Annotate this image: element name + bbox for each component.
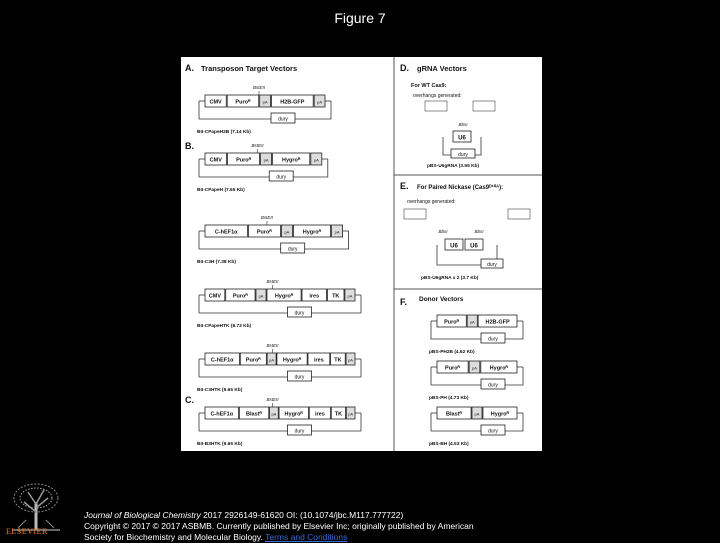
- panel-e-heading: For Paired Nickase (Cas9ᴰ¹⁰ᴬ):: [417, 185, 504, 191]
- panel-f-construct-0-name: pBS-PH2B (4.62 Kb): [429, 350, 475, 355]
- panel-c-construct-box-label-1: Blastᴿ: [246, 411, 263, 418]
- panel-b-construct-1-arm-label: dury: [287, 246, 298, 253]
- terms-link[interactable]: Terms and Conditions: [265, 532, 348, 542]
- elsevier-wordmark: ELSEVIER: [6, 527, 48, 536]
- panel-b-letter: B.: [185, 141, 194, 151]
- panel-b-construct-3-box-label-0: C-hEF1α: [210, 357, 234, 364]
- panel-d-u6-label: U6: [458, 135, 466, 142]
- panel-f-construct-0-arm-label: dury: [488, 336, 498, 343]
- figure-diagram: [181, 57, 542, 451]
- panel-b-construct-3-box-label-3: Hygroᴿ: [282, 357, 302, 364]
- panel-d-name: pBS-U6gRNA (3.55 Kb): [427, 164, 480, 169]
- panel-b-construct-2-site-label: BstEII: [266, 279, 279, 284]
- panel-b-construct-3-site-label: BstEII: [266, 343, 279, 348]
- panel-a-letter: A.: [185, 63, 194, 73]
- panel-c-construct-box-label-4: ires: [314, 411, 325, 418]
- panel-e-enzyme-left: BbsI: [438, 229, 448, 234]
- panel-a-construct-box-label-1: Puroᴿ: [235, 99, 251, 106]
- panel-b-construct-1-box-label-3: Hygroᴿ: [302, 229, 322, 236]
- panel-a-heading: Transposon Target Vectors: [201, 64, 298, 73]
- panel-d-overhang-left: [425, 101, 447, 111]
- panel-b-construct-2-box-label-4: ires: [309, 293, 320, 300]
- panel-a-construct-box-label-4: pA: [317, 99, 323, 105]
- panel-b-construct-2-box-label-5: TK: [332, 293, 340, 300]
- panel-c-construct-site-label: BstEII: [266, 397, 279, 402]
- panel-b-construct-3-box-label-4: ires: [313, 357, 324, 364]
- panel-b-construct-3-name: BII-C3HTK (9.65 Kb): [197, 388, 243, 393]
- panel-e-note: overhangs generated:: [407, 199, 456, 205]
- panel-c-construct-name: BII-B3HTK (9.65 Kb): [197, 442, 243, 447]
- panel-a-construct-site-label: BstEII: [252, 85, 266, 90]
- panel-c-construct-box-label-6: pA: [348, 411, 354, 417]
- panel-b-construct-2-box-label-2: pA: [258, 293, 264, 299]
- figure-image: [181, 57, 542, 451]
- panel-b-construct-2-name: BII-CPapeHTK (8.73 Kb): [197, 324, 252, 329]
- panel-b-construct-0-name: BII-CPapeH (7.65 Kb): [197, 188, 245, 193]
- panel-f-construct-0-box-label-0: Puroᴿ: [444, 319, 460, 326]
- copyright-text: Copyright © 2017 © 2017 ASBMB. Currently published by Elsevier Inc; originally published by American: [84, 521, 474, 531]
- panel-e-enzyme-right: BbsI: [474, 229, 484, 234]
- panel-b-construct-0-box-label-2: pA: [263, 157, 269, 163]
- panel-f-construct-2-box-label-2: Hygroᴿ: [490, 411, 510, 418]
- journal-name: Journal of Biological Chemistry: [84, 510, 201, 520]
- panel-f-construct-1-box-label-2: Hygroᴿ: [489, 365, 509, 372]
- panel-b-construct-1-box-label-2: pA: [284, 229, 290, 235]
- panel-c-construct-box-label-2: pA: [271, 411, 277, 417]
- panel-b-construct-1-name: BII-C3H (7.38 Kb): [197, 260, 236, 265]
- panel-b-construct-2-arm-label: dury: [294, 310, 305, 317]
- panel-c-letter: C.: [185, 395, 194, 405]
- panel-e-name: pBS-U6gRNA x 2 (3.7 Kb): [421, 276, 479, 281]
- panel-e-u6-label-right: U6: [470, 243, 478, 250]
- panel-b-construct-3-arm-label: dury: [294, 374, 305, 381]
- panel-f-heading: Donor Vectors: [419, 296, 464, 303]
- panel-d-overhang-right: [473, 101, 495, 111]
- panel-b-construct-3-box-label-5: TK: [334, 357, 342, 364]
- panel-e-overhang-left: [404, 209, 426, 219]
- citation-text: 2017 2926149-61620 OI: (10.1074/jbc.M117.777722): [200, 510, 404, 520]
- panel-f-construct-2-box-label-0: Blastᴿ: [446, 411, 463, 418]
- figure-title: Figure 7: [334, 10, 386, 26]
- panel-b-construct-2-box-label-6: pA: [347, 293, 353, 299]
- panel-b-construct-3-box-label-2: pA: [269, 357, 275, 363]
- panel-f-construct-2-arm-label: dury: [488, 428, 498, 435]
- panel-c-construct-box-label-0: C-hEF1α: [210, 411, 234, 418]
- panel-b-construct-2-box-label-1: Puroᴿ: [232, 293, 248, 300]
- panel-f-construct-1-name: pBS-PH (4.73 Kb): [429, 396, 469, 401]
- panel-f-construct-1-box-label-1: pA: [472, 365, 477, 371]
- panel-d-note: overhangs generated:: [413, 93, 462, 99]
- panel-b-construct-1-box-label-4: pA: [334, 229, 340, 235]
- panel-b-construct-1-site-label: BstEII: [260, 215, 273, 220]
- panel-b-construct-3-box-label-6: pA: [348, 357, 353, 363]
- panel-f-construct-2-name: pBS-BH (4.53 Kb): [429, 442, 469, 447]
- panel-d-heading: gRNA Vectors: [417, 64, 467, 73]
- panel-b-construct-1-box-label-1: Puroᴿ: [256, 229, 272, 236]
- panel-b-construct-0-box-label-0: CMV: [209, 157, 222, 164]
- citation-footer: [84, 510, 584, 543]
- society-text: Society for Biochemistry and Molecular Biology.: [84, 532, 266, 542]
- panel-e-u6-label-left: U6: [450, 243, 458, 250]
- panel-c-construct-arm-label: dury: [294, 428, 305, 435]
- panel-f-construct-2-box-label-1: pA: [474, 411, 480, 417]
- panel-e-letter: E.: [400, 181, 409, 191]
- panel-e-overhang-right: [508, 209, 530, 219]
- panel-b-construct-0-arm-label: dury: [276, 174, 287, 181]
- panel-f-construct-1-box-label-0: Puroᴿ: [445, 365, 461, 372]
- panel-b-construct-3-box-label-1: Puroᴿ: [245, 357, 261, 364]
- panel-b-construct-0-site-label: BstEII: [251, 143, 264, 148]
- panel-f-letter: F.: [400, 297, 408, 307]
- panel-c-construct-box-label-5: TK: [334, 411, 343, 418]
- panel-b-construct-2-box-label-0: CMV: [208, 293, 222, 300]
- panel-d-sub: For WT Cas9:: [411, 83, 447, 89]
- panel-b-construct-0-box-label-4: pA: [313, 157, 319, 163]
- panel-a-construct-arm-label: dury: [278, 116, 288, 123]
- panel-f-construct-0-box-label-1: pA: [469, 319, 475, 325]
- panel-a-construct-box-label-2: pA: [262, 99, 268, 105]
- panel-d-arm-label: dury: [458, 152, 468, 158]
- panel-a-construct-box-label-0: CMV: [209, 99, 222, 106]
- panel-b-construct-2-box-label-3: Hygroᴿ: [274, 293, 294, 300]
- panel-f-construct-1-arm-label: dury: [488, 382, 498, 389]
- panel-e-arm-label: dury: [487, 262, 497, 268]
- panel-f-construct-0-box-label-2: H2B-GFP: [485, 319, 510, 326]
- panel-d-letter: D.: [400, 63, 409, 73]
- panel-c-construct-box-label-3: Hygroᴿ: [284, 411, 303, 418]
- panel-d-enzyme-label: BbsI: [458, 122, 468, 127]
- panel-b-construct-0-box-label-3: Hygroᴿ: [281, 157, 301, 164]
- panel-a-construct-box-label-3: H2B-GFP: [280, 99, 305, 106]
- panel-a-construct-name: BII-CPapeH2B (7.14 Kb): [197, 130, 251, 135]
- panel-b-construct-0-box-label-1: Puroᴿ: [236, 157, 252, 164]
- panel-b-construct-1-box-label-0: C-hEF1α: [214, 229, 238, 236]
